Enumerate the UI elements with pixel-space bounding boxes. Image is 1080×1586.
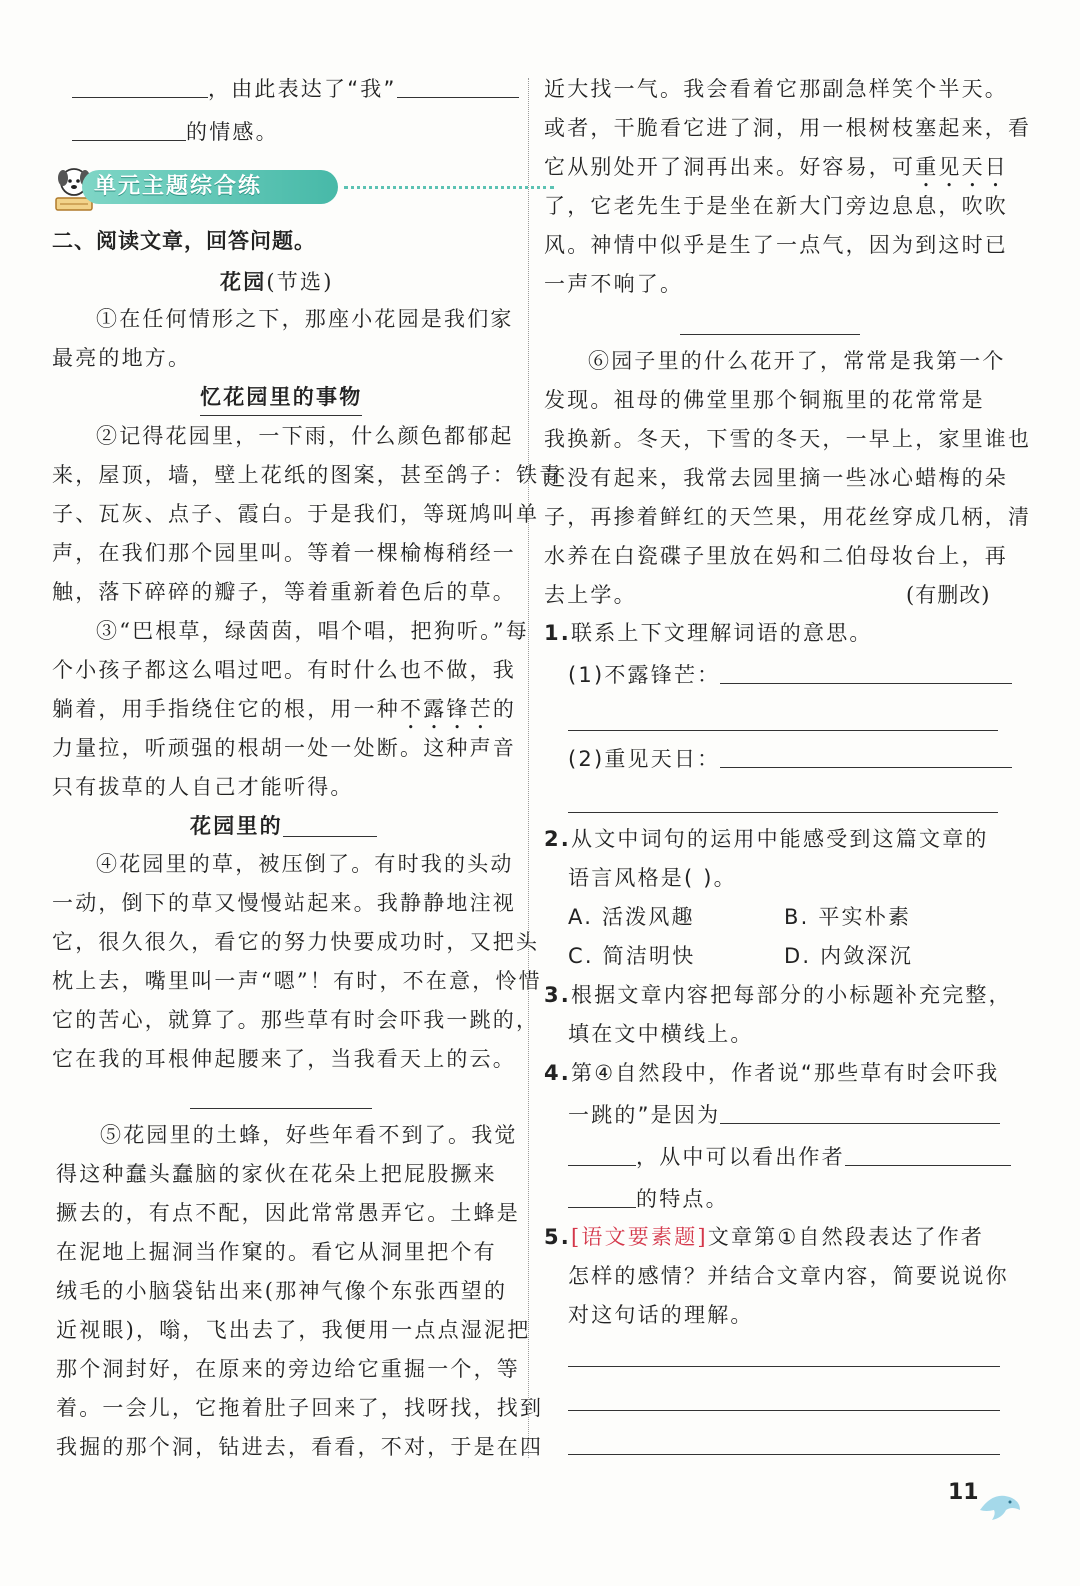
para-4-line: 它在我的耳根伸起腰来了，当我看天上的云。 [52,1047,516,1071]
para-5-line: 撅去的，有点不配，因此常常愚弄它。土蜂是 [56,1201,520,1225]
para-4-line: 它的苦心，就算了。那些草有时会吓我一跳的， [52,1008,540,1032]
emphasis-word: 重见天日 [915,155,1009,179]
para-1-line: 最亮的地方。 [52,346,192,370]
para-2-line: ②记得花园里，一下雨，什么颜色都郁起 [96,424,514,448]
para-5-cont-line: 或者，干脆看它进了洞，用一根树枝塞起来，看 [544,116,1032,140]
answer-line[interactable] [568,812,998,813]
question-1-1: (1)不露锋芒： [568,656,1012,695]
para-6-line: 去上学。 [544,583,637,607]
blank[interactable] [397,74,519,98]
para-5-line: 那个洞封好，在原来的旁边给它重掘一个，等 [56,1357,520,1381]
para-1-line: ①在任何情形之下，那座小花园是我们家 [96,307,514,331]
question-2-line: 语言风格是( )。 [568,866,737,890]
answer-blank[interactable] [720,1100,1000,1124]
answer-blank[interactable] [720,744,1012,768]
question-5-line: 怎样的感情？并结合文章内容，简要说说你 [568,1264,1009,1288]
question-2: 2.从文中词句的运用中能感受到这篇文章的 [544,827,989,851]
para-3-line: 力量拉，听顽强的根胡一处一处断。这种声音 [52,736,516,760]
question-4-line: 一跳的”是因为 [568,1096,1000,1135]
para-3-line: 躺着，用手指绕住它的根，用一种不露锋芒的 [52,697,517,721]
para-3-line: ③“巴根草，绿茵茵，唱个唱，把狗听。”每 [96,619,529,643]
answer-line-2: 的情感。 [72,113,279,152]
question-1-2: (2)重见天日： [568,740,1012,779]
banner-dots [344,186,554,189]
para-6-line: ⑥园子里的什么花开了，常常是我第一个 [588,349,1006,373]
para-4-line: 它，很久很久，看它的努力快要成功时，又把头 [52,930,540,954]
blank[interactable] [72,117,186,141]
para-4-line: 枕上去，嘴里叫一声“嗯”！有时，不在意，怜惜 [52,969,542,993]
answer-blank[interactable] [720,660,1012,684]
answer-blank[interactable] [568,1184,636,1208]
question-3-line: 填在文中横线上。 [568,1022,754,1046]
para-6-line: 发现。祖母的佛堂里那个铜瓶里的花常常是 [544,388,985,412]
option-a[interactable]: A. 活泼风趣 [568,905,695,929]
subtitle-1: 忆花园里的事物 [200,378,362,416]
para-5-cont-line: 了，它老先生于是坐在新大门旁边息息，吹吹 [544,194,1008,218]
page-number: 11 [948,1480,979,1505]
para-5-line: 在泥地上掘洞当作窠的。看它从洞里把个有 [56,1240,497,1264]
question-4-line: ，从中可以看出作者 [568,1138,1011,1177]
para-5-line: 绒毛的小脑袋钻出来(那神气像个东张西望的 [56,1279,508,1303]
para-5-cont-line: 一声不响了。 [544,272,684,296]
para-5-line: 我掘的那个洞，钻进去，看看，不对，于是在四 [56,1435,544,1459]
question-tag: [语文要素题] [571,1225,708,1249]
para-4-line: ④花园里的草，被压倒了。有时我的头动 [96,852,514,876]
subtitle-4-blank[interactable] [680,334,860,335]
answer-line-1: ，由此表达了“我” [72,70,519,109]
source-note: (有删改) [906,583,991,607]
article-title: 花园(节选) [220,270,334,294]
para-6-line: 还没有起来，我常去园里摘一些冰心蜡梅的朵 [544,466,1008,490]
question-1: 1.联系上下文理解词语的意思。 [544,621,873,645]
answer-line[interactable] [568,1454,1000,1455]
blank[interactable] [72,74,208,98]
option-b[interactable]: B. 平实朴素 [784,905,912,929]
answer-line[interactable] [568,1410,1000,1411]
para-2-line: 触，落下碎碎的瓣子，等着重新着色后的草。 [52,580,516,604]
para-5-line: ⑤花园里的土蜂，好些年看不到了。我觉 [100,1123,518,1147]
para-5-cont-line: 风。神情中似乎是生了一点气，因为到这时已 [544,233,1008,257]
subtitle-2: 花园里的 [190,806,377,845]
para-6-line: 我换新。冬天，下雪的冬天，一早上，家里谁也 [544,427,1032,451]
unit-banner [52,162,512,214]
banner-title: 单元主题综合练 [94,174,263,199]
para-6-line: 水养在白瓷碟子里放在妈和二伯母妆台上，再 [544,544,1008,568]
answer-line[interactable] [568,1366,1000,1367]
column-divider [528,78,529,1458]
para-5-line: 着。一会儿，它拖着肚子回来了，找呀找，找到 [56,1396,544,1420]
section-heading: 二、阅读文章，回答问题。 [52,229,316,253]
para-5-cont-line: 它从别处开了洞再出来。好容易，可重见天日 [544,155,1009,179]
answer-blank[interactable] [568,1142,636,1166]
para-2-line: 来，屋顶，墙，壁上花纸的图案，甚至鸽子：铁青 [52,463,563,487]
para-5-line: 近视眼)，嗡，飞出去了，我便用一点点湿泥把 [56,1318,531,1342]
question-4: 4.第④自然段中，作者说“那些草有时会吓我 [544,1061,1000,1085]
para-5-line: 得这种蠢头蠢脑的家伙在花朵上把屁股撅来 [56,1162,497,1186]
para-3-line: 个小孩子都这么唱过吧。有时什么也不做，我 [52,658,516,682]
option-d[interactable]: D. 内敛深沉 [784,944,913,968]
subtitle-3-blank[interactable] [190,1108,372,1109]
question-3: 3.根据文章内容把每部分的小标题补充完整， [544,983,1012,1007]
para-2-line: 声，在我们那个园里叫。等着一棵榆梅稍经一 [52,541,516,565]
para-4-line: 一动，倒下的草又慢慢站起来。我静静地注视 [52,891,516,915]
question-5-line: 对这句话的理解。 [568,1303,754,1327]
para-5-cont-line: 近大找一气。我会看着它那副急样笑个半天。 [544,77,1008,101]
dolphin-icon [976,1480,1024,1528]
emphasis-word: 不露锋芒 [400,697,493,721]
para-2-line: 子、瓦灰、点子、霞白。于是我们，等斑鸠叫单 [52,502,540,526]
para-6-line: 子，再掺着鲜红的天竺果，用花丝穿成几柄，清 [544,505,1032,529]
option-c[interactable]: C. 简洁明快 [568,944,696,968]
answer-line[interactable] [568,730,998,731]
answer-blank[interactable] [845,1142,1011,1166]
subtitle-2-blank[interactable] [283,813,377,837]
question-4-line: 的特点。 [568,1180,729,1219]
question-5: 5.[语文要素题]文章第①自然段表达了作者 [544,1225,985,1249]
para-3-line: 只有拔草的人自己才能听得。 [52,775,354,799]
